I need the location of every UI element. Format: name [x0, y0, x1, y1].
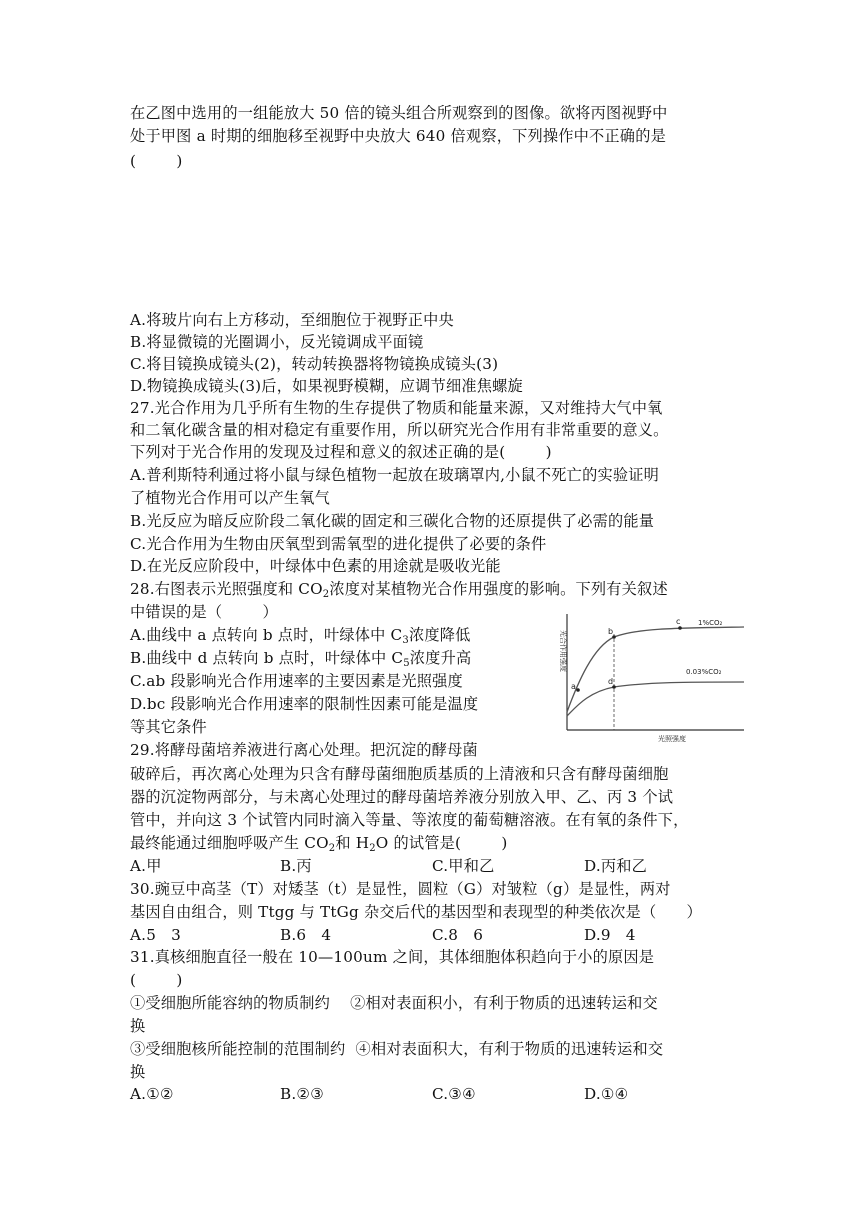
y-axis-label: 光合作用强度	[559, 630, 567, 672]
point-a-label: a	[571, 682, 576, 691]
q29-stem-5-b: 和 H	[335, 834, 370, 852]
q27-option-a-2: 了植物光合作用可以产生氧气	[130, 489, 331, 507]
q29-stem-3: 器的沉淀物两部分，与未离心处理过的酵母菌培养液分别放入甲、乙、丙 3 个试	[130, 788, 674, 806]
q29-option-b: B.丙	[280, 857, 312, 875]
point-b-label: b	[608, 627, 614, 636]
q30-option-c: C.8 6	[432, 926, 484, 944]
q26-option-b: B.将显微镜的光圈调小，反光镜调成平面镜	[130, 333, 424, 351]
q28-option-d-2: 等其它条件	[130, 718, 207, 736]
q28-option-a-sub: 3	[402, 635, 409, 646]
q26-option-c: C.将目镜换成镜头(2)，转动转换器将物镜换成镜头(3)	[130, 355, 499, 373]
q27-stem-1: 27.光合作用为几乎所有生物的生存提供了物质和能量来源，又对维持大气中氧	[130, 399, 663, 417]
q28-stem-1	[130, 578, 668, 600]
photosynthesis-graph	[558, 612, 748, 744]
q31-statement-3-4: ③受细胞核所能控制的范围制约 ④相对表面积大，有利于物质的迅速转运和交	[130, 1040, 664, 1058]
q28-stem-1-b: 浓度对某植物光合作用强度的影响。下列有关叙述	[329, 580, 668, 598]
q29-option-a: A.甲	[130, 857, 162, 875]
q29-stem-5-sub2: 2	[369, 843, 376, 854]
q31-option-d: D.①④	[584, 1085, 629, 1103]
q31-statement-3-4-cont: 换	[130, 1063, 146, 1081]
curve-high-co2-label: 1%CO₂	[698, 619, 723, 627]
q31-stem-2: ( )	[130, 971, 183, 989]
q28-option-b	[130, 647, 471, 669]
point-c-marker	[678, 626, 682, 630]
q27-option-d: D.在光反应阶段中，叶绿体中色素的用途就是吸收光能	[130, 557, 501, 575]
point-d-label: d	[608, 677, 614, 686]
q31-option-b: B.②③	[280, 1085, 325, 1103]
q27-option-a-1: A.普利斯特利通过将小鼠与绿色植物一起放在玻璃罩内,小鼠不死亡的实验证明	[130, 466, 660, 484]
q27-option-b: B.光反应为暗反应阶段二氧化碳的固定和三碳化合物的还原提供了必需的能量	[130, 512, 655, 530]
q29-stem-4: 管中，并向这 3 个试管内同时滴入等量、等浓度的葡萄糖溶液。在有氧的条件下，	[130, 811, 689, 829]
q28-option-c: C.ab 段影响光合作用速率的主要因素是光照强度	[130, 672, 463, 690]
q26-option-d: D.物镜换成镜头(3)后，如果视野模糊，应调节细准焦螺旋	[130, 377, 523, 395]
q31-option-a: A.①②	[130, 1085, 174, 1103]
intro-line-3: ( )	[130, 152, 183, 170]
q29-stem-1: 29.将酵母菌培养液进行离心处理。把沉淀的酵母菌	[130, 741, 478, 759]
q29-option-c: C.甲和乙	[432, 857, 495, 875]
q27-stem-2: 和二氧化碳含量的相对稳定有重要作用，所以研究光合作用有非常重要的意义。	[130, 421, 669, 439]
q29-stem-5-c: O 的试管是( )	[375, 834, 508, 852]
q28-option-b-text: B.曲线中 d 点转向 b 点时，叶绿体中 C	[130, 649, 404, 667]
q29-stem-5-a: 最终能通过细胞呼吸产生 CO	[130, 834, 329, 852]
intro-line-1: 在乙图中选用的一组能放大 50 倍的镜头组合所观察到的图像。欲将丙图视野中	[130, 104, 668, 122]
q30-option-d: D.9 4	[584, 926, 636, 944]
q27-stem-3: 下列对于光合作用的发现及过程和意义的叙述正确的是( )	[130, 443, 552, 461]
x-axis-label: 光照强度	[658, 735, 686, 743]
q30-stem-2: 基因自由组合，则 Ttgg 与 TtGg 杂交后代的基因型和表现型的种类依次是（ ）	[130, 903, 702, 921]
q27-option-c: C.光合作用为生物由厌氧型到需氧型的进化提供了必要的条件	[130, 535, 547, 553]
q31-stem-1: 31.真核细胞直径一般在 10—100um 之间，其体细胞体积趋向于小的原因是	[130, 948, 655, 966]
q29-stem-5	[130, 832, 507, 854]
q29-stem-2: 破碎后，再次离心处理为只含有酵母菌细胞质基质的上清液和只含有酵母菌细胞	[130, 765, 669, 783]
q31-statement-1-2-cont: 换	[130, 1017, 146, 1035]
q28-option-a-tail: 浓度降低	[408, 626, 471, 644]
q28-stem-2: 中错误的是（ ）	[130, 603, 278, 621]
q26-option-a: A.将玻片向右上方移动，至细胞位于视野正中央	[130, 311, 454, 329]
q28-option-a-text: A.曲线中 a 点转向 b 点时，叶绿体中 C	[130, 626, 403, 644]
intro-line-2: 处于甲图 a 时期的细胞移至视野中央放大 640 倍观察，下列操作中不正确的是	[130, 127, 666, 145]
q30-stem-1: 30.豌豆中高茎（T）对矮茎（t）是显性，圆粒（G）对皱粒（g）是显性，两对	[130, 880, 671, 898]
q29-stem-5-sub1: 2	[328, 843, 336, 854]
q29-option-d: D.丙和乙	[584, 857, 648, 875]
point-c-label: c	[676, 617, 681, 626]
q28-option-a	[130, 624, 471, 646]
q31-statement-1-2: ①受细胞所能容纳的物质制约 ②相对表面积小，有利于物质的迅速转运和交	[130, 994, 658, 1012]
point-a-marker	[576, 688, 580, 692]
q28-stem-1-sub: 2	[322, 589, 330, 600]
curve-low-co2	[567, 682, 744, 716]
q31-option-c: C.③④	[432, 1085, 476, 1103]
q28-option-b-sub: 5	[403, 658, 410, 669]
q28-option-d-1: D.bc 段影响光合作用速率的限制性因素可能是温度	[130, 695, 479, 713]
q30-option-b: B.6 4	[280, 926, 332, 944]
q28-stem-1-a: 28.右图表示光照强度和 CO	[130, 580, 323, 598]
q30-option-a: A.5 3	[130, 926, 182, 944]
q28-option-b-tail: 浓度升高	[409, 649, 472, 667]
curve-low-co2-label: 0.03%CO₂	[686, 668, 722, 676]
